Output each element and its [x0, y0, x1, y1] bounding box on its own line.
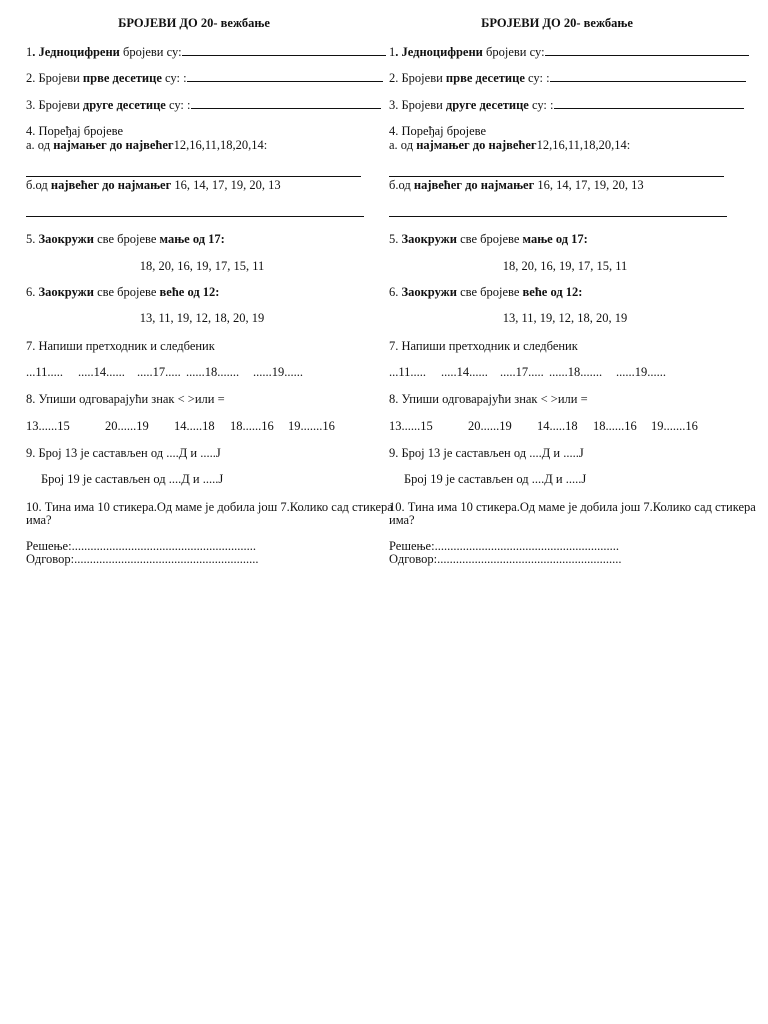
q6-bold-verb: Заокружи	[38, 285, 94, 299]
q4b-numbers: 16, 14, 17, 19, 20, 13	[534, 178, 644, 192]
q6-prefix: 6.	[26, 285, 39, 299]
q7-item[interactable]: ...11.....	[26, 365, 64, 379]
q5-bold-condition: мање од 17:	[159, 232, 225, 246]
q2-text: су: :	[524, 71, 550, 85]
q5-prefix: 5.	[26, 232, 39, 246]
q4b-prefix: б.од	[389, 178, 414, 192]
q5-bold-verb: Заокружи	[401, 232, 457, 246]
q7-item[interactable]: ......19......	[253, 365, 303, 379]
q1-bold: . Једноцифрени	[395, 45, 483, 59]
q4b-numbers: 16, 14, 17, 19, 20, 13	[171, 178, 281, 192]
q6-numbers[interactable]: 13, 11, 19, 12, 18, 20, 19	[139, 311, 265, 325]
q4-part-a	[26, 138, 267, 152]
q4-part-b	[389, 178, 644, 192]
q1-bold: . Једноцифрени	[32, 45, 120, 59]
q5-bold-verb: Заокружи	[38, 232, 94, 246]
q4b-answer-line[interactable]	[389, 216, 727, 217]
q1-number: 1	[26, 45, 33, 59]
question-2	[389, 70, 746, 85]
q1-answer-line[interactable]	[545, 44, 749, 56]
q6-bold-condition: веће од 12:	[159, 285, 220, 299]
question-6	[389, 285, 582, 299]
q8-item[interactable]: 19.......16	[651, 419, 698, 433]
q5-prefix: 5.	[389, 232, 402, 246]
q7-item[interactable]: ......18.......	[186, 365, 240, 379]
q8-item[interactable]: 13......15	[389, 419, 433, 433]
solution-line[interactable]: Решење:...........................................................	[389, 539, 619, 553]
q4a-numbers: 12,16,11,18,20,14:	[536, 138, 631, 152]
q4b-bold: највећег до најмањег	[413, 178, 535, 192]
q8-item[interactable]: 19.......16	[288, 419, 335, 433]
q6-prefix: 6.	[389, 285, 402, 299]
q2-prefix: 2. Бројеви	[389, 71, 446, 85]
q2-bold: прве десетице	[82, 71, 162, 85]
q2-prefix: 2. Бројеви	[26, 71, 83, 85]
question-1	[26, 44, 386, 59]
q2-answer-line[interactable]	[187, 70, 383, 82]
q10-line-2: има?	[26, 513, 52, 527]
q4-heading: 4. Поређај бројеве	[26, 124, 124, 138]
q4-part-b	[26, 178, 281, 192]
q1-text: бројеви су:	[119, 45, 182, 59]
q4a-answer-line[interactable]	[389, 176, 724, 177]
q7-item[interactable]: ......18.......	[549, 365, 603, 379]
question-2	[26, 70, 383, 85]
q7-item[interactable]: ......19......	[616, 365, 666, 379]
q7-item[interactable]: .....17.....	[500, 365, 544, 379]
q7-item[interactable]: .....14......	[78, 365, 125, 379]
q8-item[interactable]: 14.....18	[174, 419, 215, 433]
q10-line-2: има?	[389, 513, 415, 527]
q9-line-2[interactable]: Број 19 је састављен од ....Д и .....Ј	[404, 472, 587, 486]
q4a-numbers: 12,16,11,18,20,14:	[173, 138, 268, 152]
q3-text: су: :	[165, 98, 191, 112]
q2-answer-line[interactable]	[550, 70, 746, 82]
q3-prefix: 3. Бројеви	[26, 98, 83, 112]
question-1	[389, 44, 749, 59]
q8-item[interactable]: 18......16	[593, 419, 637, 433]
q8-item[interactable]: 18......16	[230, 419, 274, 433]
q4a-bold: најмањег до највећег	[53, 138, 174, 152]
q8-item[interactable]: 14.....18	[537, 419, 578, 433]
answer-line[interactable]: Одговор:...........................................................	[389, 552, 622, 566]
q8-item[interactable]: 20......19	[105, 419, 149, 433]
question-3	[389, 97, 744, 112]
q10-line-1: 10. Тина има 10 стикера.Од маме је добила још 7.Колико сад стикера	[26, 500, 393, 514]
q7-heading: 7. Напиши претходник и следбеник	[389, 339, 578, 353]
q5-bold-condition: мање од 17:	[522, 232, 588, 246]
q7-item[interactable]: .....14......	[441, 365, 488, 379]
worksheet-title: БРОЈЕВИ ДО 20- вежбање	[481, 16, 633, 30]
question-5	[389, 232, 588, 246]
q1-text: бројеви су:	[482, 45, 545, 59]
q4-part-a	[389, 138, 630, 152]
q3-answer-line[interactable]	[191, 97, 381, 109]
q7-heading: 7. Напиши претходник и следбеник	[26, 339, 215, 353]
q3-answer-line[interactable]	[554, 97, 744, 109]
q3-text: су: :	[528, 98, 554, 112]
q5-text: све бројеве	[93, 232, 160, 246]
question-6	[26, 285, 219, 299]
q4b-bold: највећег до најмањег	[50, 178, 172, 192]
q6-text: све бројеве	[93, 285, 160, 299]
solution-line[interactable]: Решење:...........................................................	[26, 539, 256, 553]
q6-bold-condition: веће од 12:	[522, 285, 583, 299]
q4-heading: 4. Поређај бројеве	[389, 124, 487, 138]
answer-line[interactable]: Одговор:...........................................................	[26, 552, 259, 566]
q6-bold-verb: Заокружи	[401, 285, 457, 299]
question-3	[26, 97, 381, 112]
q2-bold: прве десетице	[445, 71, 525, 85]
q4a-answer-line[interactable]	[26, 176, 361, 177]
q9-line-1[interactable]: 9. Број 13 је састављен од ....Д и .....Ј	[26, 446, 221, 460]
q5-numbers[interactable]: 18, 20, 16, 19, 17, 15, 11	[502, 259, 628, 273]
q1-number: 1	[389, 45, 396, 59]
q8-item[interactable]: 20......19	[468, 419, 512, 433]
q8-heading: 8. Упиши одговарајући знак < >или =	[389, 392, 588, 406]
q10-line-1: 10. Тина има 10 стикера.Од маме је добила још 7.Колико сад стикера	[389, 500, 756, 514]
q4a-prefix: а. од	[389, 138, 417, 152]
q9-line-1[interactable]: 9. Број 13 је састављен од ....Д и .....Ј	[389, 446, 584, 460]
q4a-bold: најмањег до највећег	[416, 138, 537, 152]
q6-text: све бројеве	[456, 285, 523, 299]
q4a-prefix: а. од	[26, 138, 54, 152]
q3-bold: друге десетице	[82, 98, 166, 112]
q8-item[interactable]: 13......15	[26, 419, 70, 433]
q3-prefix: 3. Бројеви	[389, 98, 446, 112]
q4b-answer-line[interactable]	[26, 216, 364, 217]
worksheet-title: БРОЈЕВИ ДО 20- вежбање	[118, 16, 270, 30]
q1-answer-line[interactable]	[182, 44, 386, 56]
q5-numbers[interactable]: 18, 20, 16, 19, 17, 15, 11	[139, 259, 265, 273]
q4b-prefix: б.од	[26, 178, 51, 192]
q3-bold: друге десетице	[445, 98, 529, 112]
question-5	[26, 232, 225, 246]
q5-text: све бројеве	[456, 232, 523, 246]
q2-text: су: :	[161, 71, 187, 85]
q9-line-2[interactable]: Број 19 је састављен од ....Д и .....Ј	[41, 472, 224, 486]
q6-numbers[interactable]: 13, 11, 19, 12, 18, 20, 19	[502, 311, 628, 325]
q7-item[interactable]: ...11.....	[389, 365, 427, 379]
q8-heading: 8. Упиши одговарајући знак < >или =	[26, 392, 225, 406]
q7-item[interactable]: .....17.....	[137, 365, 181, 379]
